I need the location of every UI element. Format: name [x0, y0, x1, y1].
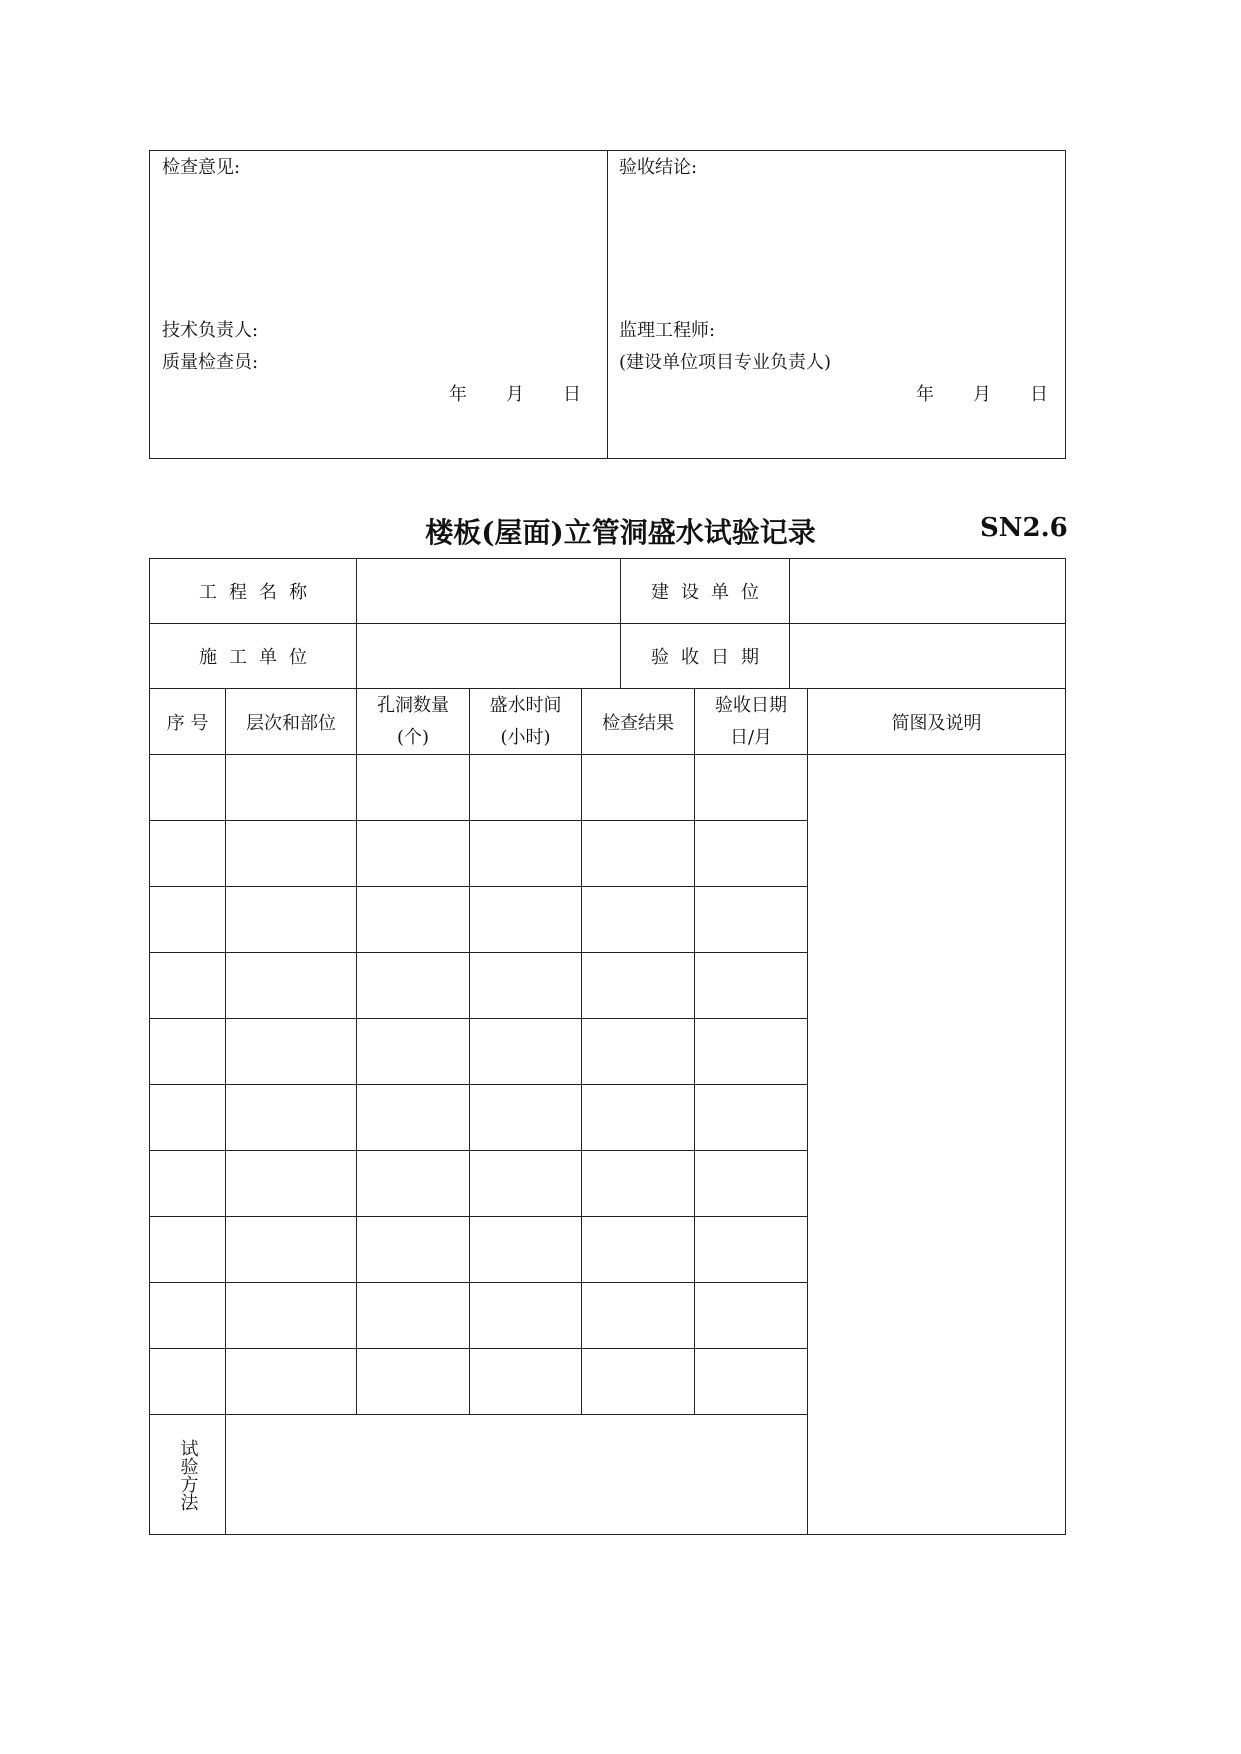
- hole-count-cell[interactable]: [357, 1019, 469, 1084]
- check-result-cell[interactable]: [582, 1151, 694, 1216]
- date-left-month: 月: [506, 384, 524, 405]
- acceptance-date-field[interactable]: [790, 624, 1065, 688]
- hole-count-cell[interactable]: [357, 887, 469, 952]
- check-result-cell[interactable]: [582, 1217, 694, 1282]
- water-time-cell[interactable]: [470, 1085, 581, 1150]
- header-acceptance-date: [695, 689, 807, 754]
- header-diagram-notes: 简图及说明: [891, 712, 982, 734]
- check-result-cell[interactable]: [582, 755, 694, 820]
- hole-count-cell[interactable]: [357, 1349, 469, 1414]
- water-time-cell[interactable]: [470, 887, 581, 952]
- floor-location-cell[interactable]: [226, 953, 356, 1018]
- header-hole-count-line1: 孔洞数量: [377, 694, 449, 716]
- signoff-divider: [607, 150, 608, 459]
- floor-location-cell[interactable]: [226, 1019, 356, 1084]
- seq-cell[interactable]: [150, 1349, 225, 1414]
- form-code: SN2.6: [980, 513, 1068, 543]
- floor-location-cell[interactable]: [226, 755, 356, 820]
- seq-cell[interactable]: [150, 1217, 225, 1282]
- seq-cell[interactable]: [150, 755, 225, 820]
- seq-cell[interactable]: [150, 1085, 225, 1150]
- test-method-label: 试验方法: [177, 1438, 199, 1511]
- floor-location-cell[interactable]: [226, 1283, 356, 1348]
- acceptance-date-cell[interactable]: [695, 1085, 807, 1150]
- floor-location-cell[interactable]: [226, 1151, 356, 1216]
- check-result-cell[interactable]: [582, 1349, 694, 1414]
- floor-location-cell[interactable]: [226, 1217, 356, 1282]
- acceptance-date-cell[interactable]: [695, 755, 807, 820]
- water-time-cell[interactable]: [470, 1019, 581, 1084]
- check-result-cell[interactable]: [582, 1019, 694, 1084]
- seq-cell[interactable]: [150, 1151, 225, 1216]
- date-left-day: 日: [563, 384, 581, 405]
- inspection-opinion-label: 检查意见:: [162, 157, 241, 178]
- hole-count-cell[interactable]: [357, 1151, 469, 1216]
- owner-label: 建设单位: [651, 582, 771, 603]
- acceptance-date-cell[interactable]: [695, 1151, 807, 1216]
- header-acc-date-line1: 验收日期: [715, 694, 787, 716]
- header-water-time-line1: 盛水时间: [489, 694, 562, 716]
- water-time-cell[interactable]: [470, 755, 581, 820]
- tech-leader-label: 技术负责人:: [162, 320, 259, 341]
- check-result-cell[interactable]: [582, 953, 694, 1018]
- acceptance-conclusion-label: 验收结论:: [619, 157, 698, 178]
- seq-cell[interactable]: [150, 887, 225, 952]
- floor-location-cell[interactable]: [226, 821, 356, 886]
- owner-rep-label: (建设单位项目专业负责人): [619, 352, 832, 373]
- water-time-cell[interactable]: [470, 1349, 581, 1414]
- check-result-cell[interactable]: [582, 821, 694, 886]
- header-floor-location: 层次和部位: [246, 712, 336, 734]
- seq-cell[interactable]: [150, 953, 225, 1018]
- water-time-cell[interactable]: [470, 1151, 581, 1216]
- seq-cell[interactable]: [150, 1019, 225, 1084]
- hole-count-cell[interactable]: [357, 755, 469, 820]
- contractor-label: 施工单位: [199, 647, 319, 668]
- header-hole-count: [357, 689, 469, 754]
- header-water-time: [470, 689, 581, 754]
- hole-count-cell[interactable]: [357, 953, 469, 1018]
- seq-cell[interactable]: [150, 821, 225, 886]
- form-title: 楼板(屋面)立管洞盛水试验记录: [425, 516, 816, 549]
- water-time-cell[interactable]: [470, 821, 581, 886]
- check-result-cell[interactable]: [582, 1085, 694, 1150]
- header-acc-date-line2: 日/月: [729, 726, 773, 748]
- hole-count-cell[interactable]: [357, 1283, 469, 1348]
- date-right-day: 日: [1030, 384, 1048, 405]
- check-result-cell[interactable]: [582, 1283, 694, 1348]
- acceptance-date-cell[interactable]: [695, 953, 807, 1018]
- acceptance-date-label: 验收日期: [651, 647, 771, 668]
- contractor-field[interactable]: [357, 624, 620, 688]
- hole-count-cell[interactable]: [357, 1085, 469, 1150]
- acceptance-date-cell[interactable]: [695, 887, 807, 952]
- seq-cell[interactable]: [150, 1283, 225, 1348]
- header-check-result: 检查结果: [602, 712, 674, 734]
- water-time-cell[interactable]: [470, 953, 581, 1018]
- water-time-cell[interactable]: [470, 1217, 581, 1282]
- test-method-field[interactable]: [226, 1415, 807, 1534]
- hole-count-cell[interactable]: [357, 1217, 469, 1282]
- date-right-year: 年: [916, 384, 934, 405]
- acceptance-date-cell[interactable]: [695, 1349, 807, 1414]
- check-result-cell[interactable]: [582, 887, 694, 952]
- header-hole-count-line2: (个): [396, 726, 430, 748]
- floor-location-cell[interactable]: [226, 887, 356, 952]
- supervising-engineer-label: 监理工程师:: [619, 320, 716, 341]
- acceptance-date-cell[interactable]: [695, 1217, 807, 1282]
- project-name-field[interactable]: [357, 559, 620, 623]
- owner-field[interactable]: [790, 559, 1065, 623]
- water-time-cell[interactable]: [470, 1283, 581, 1348]
- acceptance-date-cell[interactable]: [695, 1283, 807, 1348]
- project-name-label: 工程名称: [199, 582, 319, 603]
- hole-count-cell[interactable]: [357, 821, 469, 886]
- date-left-year: 年: [449, 384, 467, 405]
- header-seq: 序 号: [166, 712, 209, 734]
- floor-location-cell[interactable]: [226, 1085, 356, 1150]
- floor-location-cell[interactable]: [226, 1349, 356, 1414]
- date-right-month: 月: [973, 384, 991, 405]
- acceptance-date-cell[interactable]: [695, 1019, 807, 1084]
- acceptance-date-cell[interactable]: [695, 821, 807, 886]
- header-water-time-line2: (小时): [500, 726, 551, 748]
- diagram-notes-area[interactable]: [808, 755, 1065, 1534]
- quality-inspector-label: 质量检查员:: [162, 352, 259, 373]
